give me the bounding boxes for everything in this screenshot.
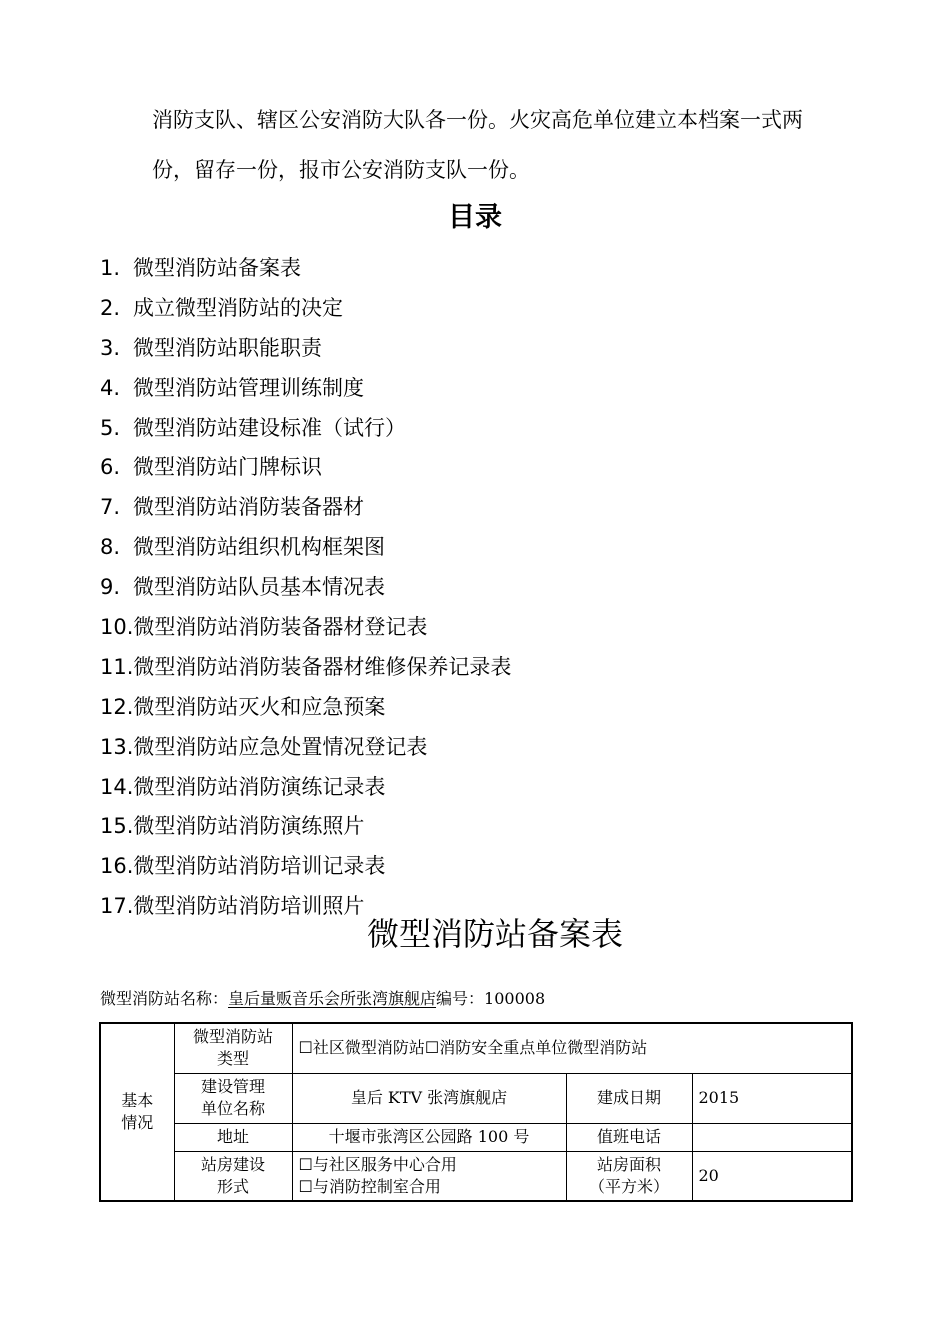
type-label: 微型消防站 类型 [174, 1023, 292, 1073]
form-meta [100, 988, 545, 1010]
station-name-value: 皇后量贩音乐会所张湾旗舰店 [228, 989, 437, 1008]
toc-item-text: 微型消防站消防演练照片 [133, 814, 365, 839]
number-label: 编号： [436, 989, 485, 1008]
number-value: 100008 [484, 989, 546, 1008]
toc-item-text: 微型消防站消防培训照片 [133, 894, 365, 919]
toc-item [100, 493, 511, 533]
toc-item [100, 852, 511, 892]
toc-item-text: 微型消防站消防装备器材 [133, 495, 364, 520]
toc-list [100, 254, 511, 932]
area-value: 20 [692, 1151, 852, 1201]
toc-item-number: 5. [100, 415, 121, 440]
toc-item-number: 13. [100, 734, 134, 759]
address-label: 地址 [174, 1123, 292, 1151]
toc-item-number: 17. [100, 894, 134, 919]
unit-label: 建设管理 单位名称 [174, 1073, 292, 1123]
toc-item-number: 10. [100, 615, 134, 640]
build-date-value: 2015 [692, 1073, 852, 1123]
toc-item-number: 1. [100, 256, 121, 280]
duty-phone-value [692, 1123, 852, 1151]
toc-item-text: 微型消防站门牌标识 [133, 455, 322, 480]
toc-item [100, 294, 511, 334]
toc-item [100, 254, 511, 294]
toc-item-number: 15. [100, 814, 134, 839]
station-name-label: 微型消防站名称： [100, 989, 229, 1008]
area-label: 站房面积 （平方米） [566, 1151, 692, 1201]
address-value: 十堰市张湾区公园路 100 号 [292, 1123, 566, 1151]
toc-item [100, 453, 511, 493]
toc-item-text: 微型消防站灭火和应急预案 [133, 694, 386, 719]
toc-item-number: 11. [100, 654, 134, 679]
toc-item [100, 533, 511, 573]
toc-item-text: 微型消防站管理训练制度 [133, 375, 364, 400]
form-label: 站房建设 形式 [174, 1151, 292, 1201]
toc-item-text: 成立微型消防站的决定 [133, 295, 343, 320]
toc-title: 目录 [448, 202, 502, 233]
table-row [100, 1023, 852, 1073]
toc-item-number: 8. [100, 535, 121, 560]
toc-item-number: 3. [100, 335, 121, 360]
unit-value: 皇后 KTV 张湾旗舰店 [292, 1073, 566, 1123]
toc-item-number: 9. [100, 575, 121, 600]
intro-line-1: 消防支队、辖区公安消防大队各一份。火灾高危单位建立本档案一式两 [152, 108, 803, 132]
toc-item-text: 微型消防站消防演练记录表 [133, 774, 386, 799]
toc-item-text: 微型消防站队员基本情况表 [133, 575, 385, 600]
toc-item-number: 7. [100, 495, 121, 520]
toc-item [100, 653, 511, 693]
toc-item-text: 微型消防站应急处置情况登记表 [133, 734, 428, 759]
toc-item [100, 374, 511, 414]
form-option-2: ☐与消防控制室合用 [298, 1176, 441, 1196]
toc-item-text: 微型消防站备案表 [133, 256, 301, 280]
toc-item [100, 693, 511, 733]
intro-line-2: 份，留存一份，报市公安消防支队一份。 [152, 158, 530, 182]
toc-item-number: 2. [100, 295, 121, 320]
toc-item-text: 微型消防站消防培训记录表 [133, 854, 386, 879]
form-title: 微型消防站备案表 [366, 915, 623, 953]
toc-item [100, 334, 511, 374]
toc-item [100, 613, 511, 653]
toc-item [100, 573, 511, 613]
toc-item-number: 14. [100, 774, 134, 799]
toc-item [100, 773, 511, 813]
toc-item-number: 16. [100, 854, 134, 879]
form-option-1: ☐与社区服务中心合用 [298, 1154, 457, 1174]
toc-item-number: 6. [100, 455, 121, 480]
table-row [100, 1123, 852, 1151]
build-date-label: 建成日期 [566, 1073, 692, 1123]
toc-item-number: 12. [100, 694, 134, 719]
toc-item [100, 733, 511, 773]
toc-item-number: 4. [100, 375, 121, 400]
toc-item-text: 微型消防站职能职责 [133, 335, 322, 360]
form-options [292, 1151, 566, 1201]
toc-item-text: 微型消防站建设标准（试行） [133, 415, 406, 440]
toc-item [100, 812, 511, 852]
duty-phone-label: 值班电话 [566, 1123, 692, 1151]
type-options: ☐社区微型消防站☐消防安全重点单位微型消防站 [292, 1023, 852, 1073]
section-label-basic-info: 基本 情况 [100, 1023, 174, 1201]
toc-item-text: 微型消防站消防装备器材维修保养记录表 [133, 654, 512, 679]
toc-item [100, 414, 511, 454]
toc-item-text: 微型消防站组织机构框架图 [133, 535, 385, 560]
toc-item-text: 微型消防站消防装备器材登记表 [133, 615, 428, 640]
table-row [100, 1151, 852, 1201]
registration-table [99, 1022, 853, 1202]
table-row [100, 1073, 852, 1123]
